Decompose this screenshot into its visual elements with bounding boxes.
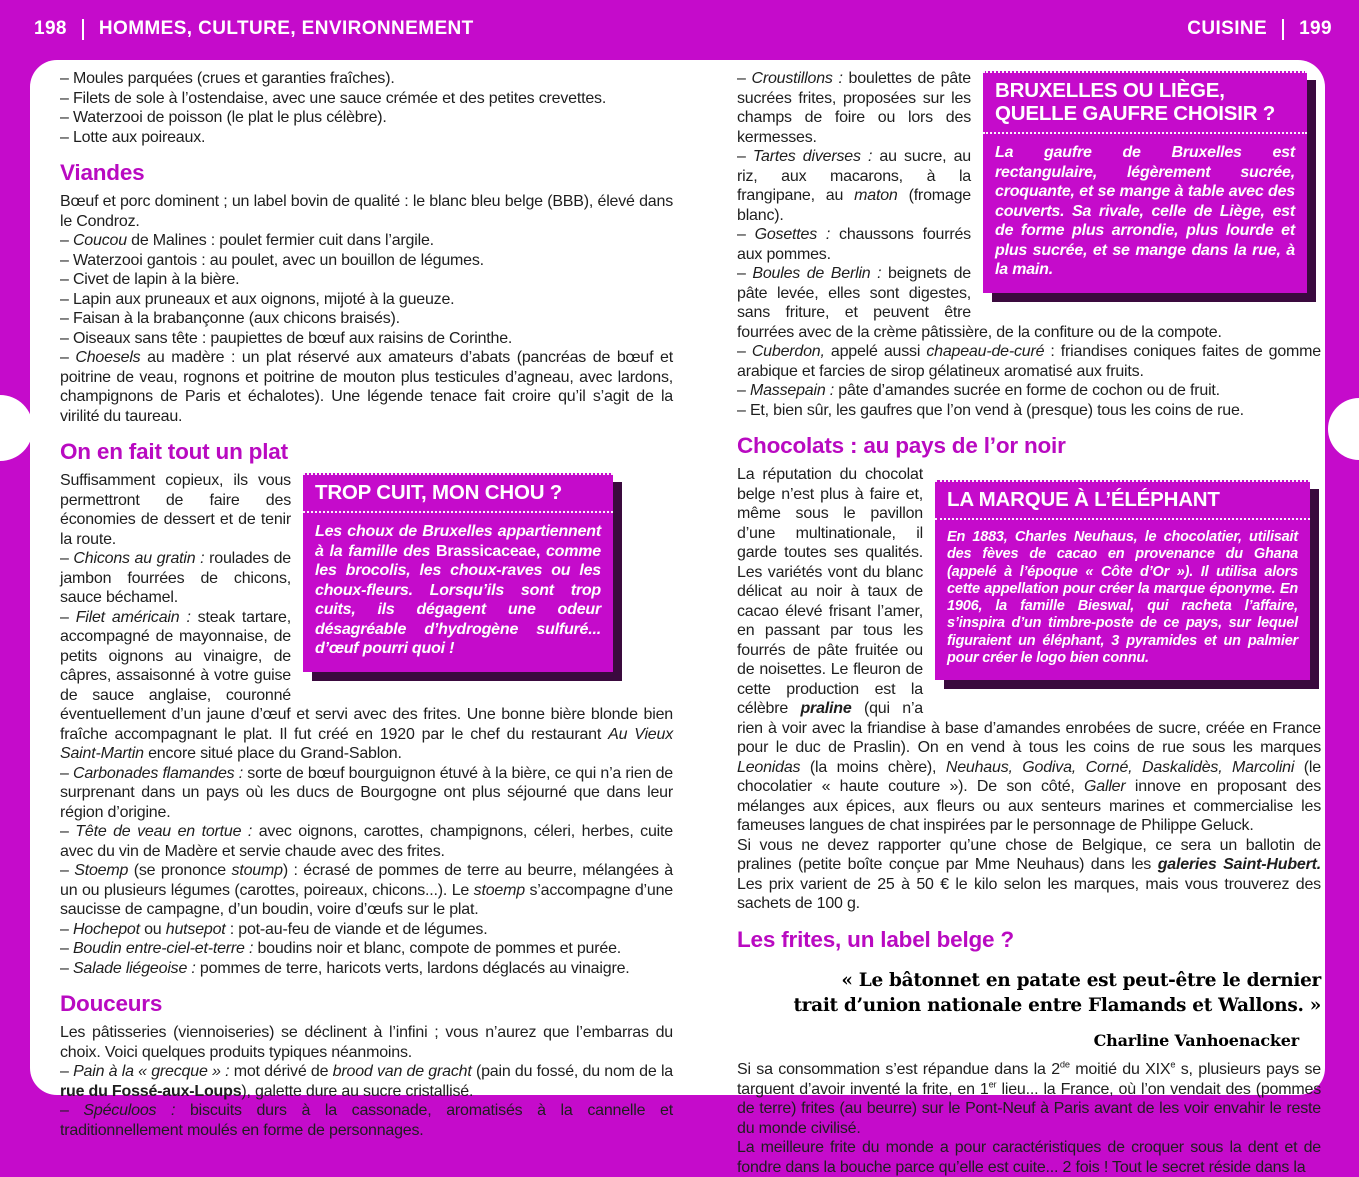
page-number-left: 198 <box>34 18 67 39</box>
header-title-right: CUISINE <box>1187 18 1268 39</box>
paragraph: Si sa consommation s’est répandue dans la 2de moitié du XIXe s, plusieurs pays se targuent d’avoir inventé la frite, en 1er lieu... la France, où l’on vendait des (pommes de terre) frites (au beurre) sur le Pont-Neuf à Paris avant de les voir envahir le reste du monde civilisé. <box>737 1059 1321 1137</box>
paragraph: – Gosettes : chaussons fourrés aux pommes. <box>737 226 971 263</box>
paragraph: – Carbonades flamandes : sorte de bœuf bourguignon étuvé à la bière, ce qui n’a rien de surprenant dans un pays où les ducs de Bourgogne ont plus séjourné que dans leur région d’origine. <box>60 764 673 821</box>
paragraph: – Massepain : pâte d’amandes sucrée en forme de cochon ou de fruit. <box>737 382 1220 399</box>
section-heading-chocolats: Chocolats : au pays de l’or noir <box>737 433 1066 458</box>
paragraph: Si vous ne devez rapporter qu’une chose de Belgique, ce sera un ballotin de pralines (petite boîte conçue par Mme Neuhaus) dans les galeries Saint-Hubert. Les prix varient de 25 à 50 € le kilo selon les marques, mais vous trouverez des sachets de 100 g. <box>737 836 1321 912</box>
list-item: – Moules parquées (crues et garanties fraîches). <box>60 70 395 87</box>
infobox-trop-cuit-mon-chou <box>303 473 613 672</box>
paragraph: La réputation du chocolat belge n’est plus à faire et, même sous le pavillon d’une multinationale, il garde toutes ses qualités. Les variétés vont du blanc délicat au noir à taux de cacao élevé frisant l’amer, en passant par tous les fourrés de pâte fruitée ou de noisettes. Le fleuron de cette production est la célèbre praline (qui n’a rien à voir avec la friandise à base d’amandes enrobées de sucre, créée en France pour le duc de Praslin). On en vend à tous les coins de rue sous les marques Leonidas (la moins chère), Neuhaus, Godiva, Corné, Daskalidès, Marcolini (le chocolatier « haute couture »). De son côté, Galler innove en proposant des mélanges aux épices, aux fleurs ou aux senteurs marines et commercialise les fameuses langues de chat inspirées par le personnage de Philippe Geluck. <box>737 466 1321 834</box>
paragraph: – Cuberdon, appelé aussi chapeau-de-curé : friandises coniques faites de gomme arabique et farcies de sirop gélatineux aromatisé aux fruits. <box>737 343 1322 380</box>
paragraph: – Tartes diverses : au sucre, au riz, aux macarons, à la frangipane, au maton (fromage blanc). <box>737 148 971 224</box>
list-item: – Lotte aux poireaux. <box>60 128 206 146</box>
column-left-page-198 <box>60 60 673 1140</box>
paragraph: – Tête de veau en tortue : avec oignons, carottes, champignons, céleri, herbes, cuite avec du vin de Madère et servie chaude avec des frites. <box>60 823 673 860</box>
section-heading-frites: Les frites, un label belge ? <box>737 926 1014 952</box>
paragraph: Bœuf et porc dominent ; un label bovin de qualité : le blanc bleu belge (BBB), élevé dans le Condroz. <box>60 193 673 230</box>
quote-author: Charline Vanhoenacker <box>1093 1030 1299 1050</box>
page-sheet <box>30 60 1325 1176</box>
infobox-marque-elephant <box>935 480 1310 680</box>
paragraph: – Boules de Berlin : beignets de pâte levée, elles sont digestes, sans friture, et peuvent être fourrées avec de la crème pâtissière, de la confiture ou de la compote. <box>737 265 1222 341</box>
section-chocolats <box>737 465 1321 914</box>
paragraph: – Waterzooi gantois : au poulet, avec un bouillon de légumes. <box>60 251 484 269</box>
thumb-notch-left <box>0 395 33 461</box>
paragraph: Suffisamment copieux, ils vous permettront de faire des économies de dessert et de tenir la route. <box>60 472 291 548</box>
header-right <box>1187 18 1332 40</box>
infobox-body: Les choux de Bruxelles appartiennent à la famille des Brassicaceae, comme les brocolis, les choux-raves ou les choux-fleurs. Lorsqu’ils sont trop cuits, ils dégagent une odeur désagréable d’hydrogène sulfuré... d’œuf pourri quoi ! <box>315 523 601 657</box>
header-title-left: HOMMES, CULTURE, ENVIRONNEMENT <box>98 18 474 39</box>
infobox-bruxelles-ou-liege <box>983 71 1307 293</box>
paragraph: – Et, bien sûr, les gaufres que l’on vend à (presque) tous les coins de rue. <box>737 401 1244 419</box>
frites-paragraphs <box>737 1060 1321 1177</box>
paragraph: Les pâtisseries (viennoiseries) se déclinent à l’infini ; vous n’aurez que l’embarras du choix. Voici quelques produits typiques néanmoins. <box>60 1024 673 1061</box>
infobox-title: LA MARQUE À L’ÉLÉPHANT <box>935 480 1310 520</box>
header-divider-right <box>1282 19 1284 40</box>
paragraph: – Spéculoos : biscuits durs à la cassonade, aromatisés à la cannelle et traditionnellement moulés en forme de personnages. <box>60 1102 673 1139</box>
header-divider-left <box>82 19 84 40</box>
paragraph: – Oiseaux sans tête : paupiettes de bœuf aux raisins de Corinthe. <box>60 329 513 347</box>
paragraph: – Faisan à la brabançonne (aux chicons braisés). <box>60 310 400 327</box>
paragraph: – Pain à la « grecque » : mot dérivé de brood van de gracht (pain du fossé, du nom de la rue du Fossé-aux-Loups), galette dure au sucre cristallisé. <box>60 1063 673 1100</box>
infobox-title: BRUXELLES OU LIÈGE, QUELLE GAUFRE CHOISIR ? <box>983 71 1307 134</box>
paragraph: – Boudin entre-ciel-et-terre : boudins noir et blanc, compote de pommes et purée. <box>60 940 622 957</box>
section-heading-plat: On en fait tout un plat <box>60 439 288 464</box>
paragraph: – Stoemp (se prononce stoump) : écrasé de pommes de terre au beurre, mélangées à un ou plusieurs légumes (carottes, poireaux, chicons...). Le stoemp s’accompagne d’une saucisse de campagne, d’un boudin, voire d’œufs sur le plat. <box>60 862 674 918</box>
column-right-page-199 <box>737 60 1321 1177</box>
infobox-title: TROP CUIT, MON CHOU ? <box>303 473 613 513</box>
douceurs-paragraphs <box>60 1023 673 1140</box>
quote-line: « Le bâtonnet en patate est peut-être le dernier <box>841 969 1321 991</box>
header-left <box>34 18 474 40</box>
paragraph: – Civet de lapin à la bière. <box>60 271 240 288</box>
paragraph: – Salade liégeoise : pommes de terre, haricots verts, lardons déglacés au vinaigre. <box>60 959 630 977</box>
paragraph: – Coucou de Malines : poulet fermier cuit dans l’argile. <box>60 232 434 249</box>
paragraph: – Lapin aux pruneaux et aux oignons, mijoté à la gueuze. <box>60 290 455 308</box>
page-header-bar <box>0 0 1359 60</box>
paragraph: – Chicons au gratin : roulades de jambon fourrées de chicons, sauce béchamel. <box>60 550 291 606</box>
infobox-body: La gaufre de Bruxelles est rectangulaire, légèrement sucrée, croquante, et se mange à table avec des couverts. Sa rivale, celle de Liège, est de forme plus arrondie, plus lourde et plus sucrée, et se mange dans la rue, à la main. <box>995 144 1295 278</box>
paragraph: – Filet américain : steak tartare, accompagné de mayonnaise, de petits oignons au vinaigre, de câpres, assaisonné à votre guise de sauce anglaise, couronné éventuellement d’un jaune d’œuf et servi avec des frites. Une bonne bière blonde bien fraîche accompagnant le plat. Il fut créé en 1920 par le chef du restaurant Au Vieux Saint-Martin encore situé place du Grand-Sablon. <box>60 608 673 762</box>
section-heading-viandes: Viandes <box>60 160 145 185</box>
paragraph: – Hochepot ou hutsepot : pot-au-feu de viande et de légumes. <box>60 920 488 938</box>
viandes-paragraphs <box>60 192 673 426</box>
quote-line: trait d’union nationale entre Flamands et Wallons. » <box>793 994 1321 1016</box>
infobox-body: En 1883, Charles Neuhaus, le chocolatier, utilisait des fèves de cacao en provenance du Ghana (appelé à l’époque « Côte d’Or »). Il utilisa alors cette appellation pour créer la marque éponyme. En 1906, la famille Bieswal, qui racheta l’affaire, s’inspira d’un timbre-poste de ce pays, sur lequel figuraient un éléphant, 3 pyramides et un palmier pour créer le logo bien connu. <box>947 529 1298 667</box>
seafood-list <box>60 69 673 147</box>
paragraph: – Croustillons : boulettes de pâte sucrées frites, proposées sur les champs de foire ou lors des kermesses. <box>737 70 971 146</box>
pull-quote <box>737 968 1321 1051</box>
list-item: – Waterzooi de poisson (le plat le plus célèbre). <box>60 109 387 126</box>
paragraph: – Choesels au madère : un plat réservé aux amateurs d’abats (pancréas de bœuf et poitrine de veau, rognons et poitrine de mouton plus testicules d’agneau, avec lardons, champignons de Paris et échalotes). Une légende tenace fait croire qu’il s’agit de la virilité du taureau. <box>60 349 673 425</box>
paragraph: La meilleure frite du monde a pour caractéristiques de croquer sous la dent et de fondre dans la bouche parce qu’elle est cuite... 2 fois ! Tout le secret réside dans la <box>737 1139 1321 1176</box>
page-number-right: 199 <box>1299 18 1332 39</box>
thumb-notch-right <box>1328 398 1359 460</box>
section-douceurs-suite <box>737 69 1321 420</box>
list-item: – Filets de sole à l’ostendaise, avec une sauce crémée et des petites crevettes. <box>60 89 607 107</box>
section-heading-douceurs: Douceurs <box>60 991 163 1016</box>
section-plat <box>60 471 673 978</box>
